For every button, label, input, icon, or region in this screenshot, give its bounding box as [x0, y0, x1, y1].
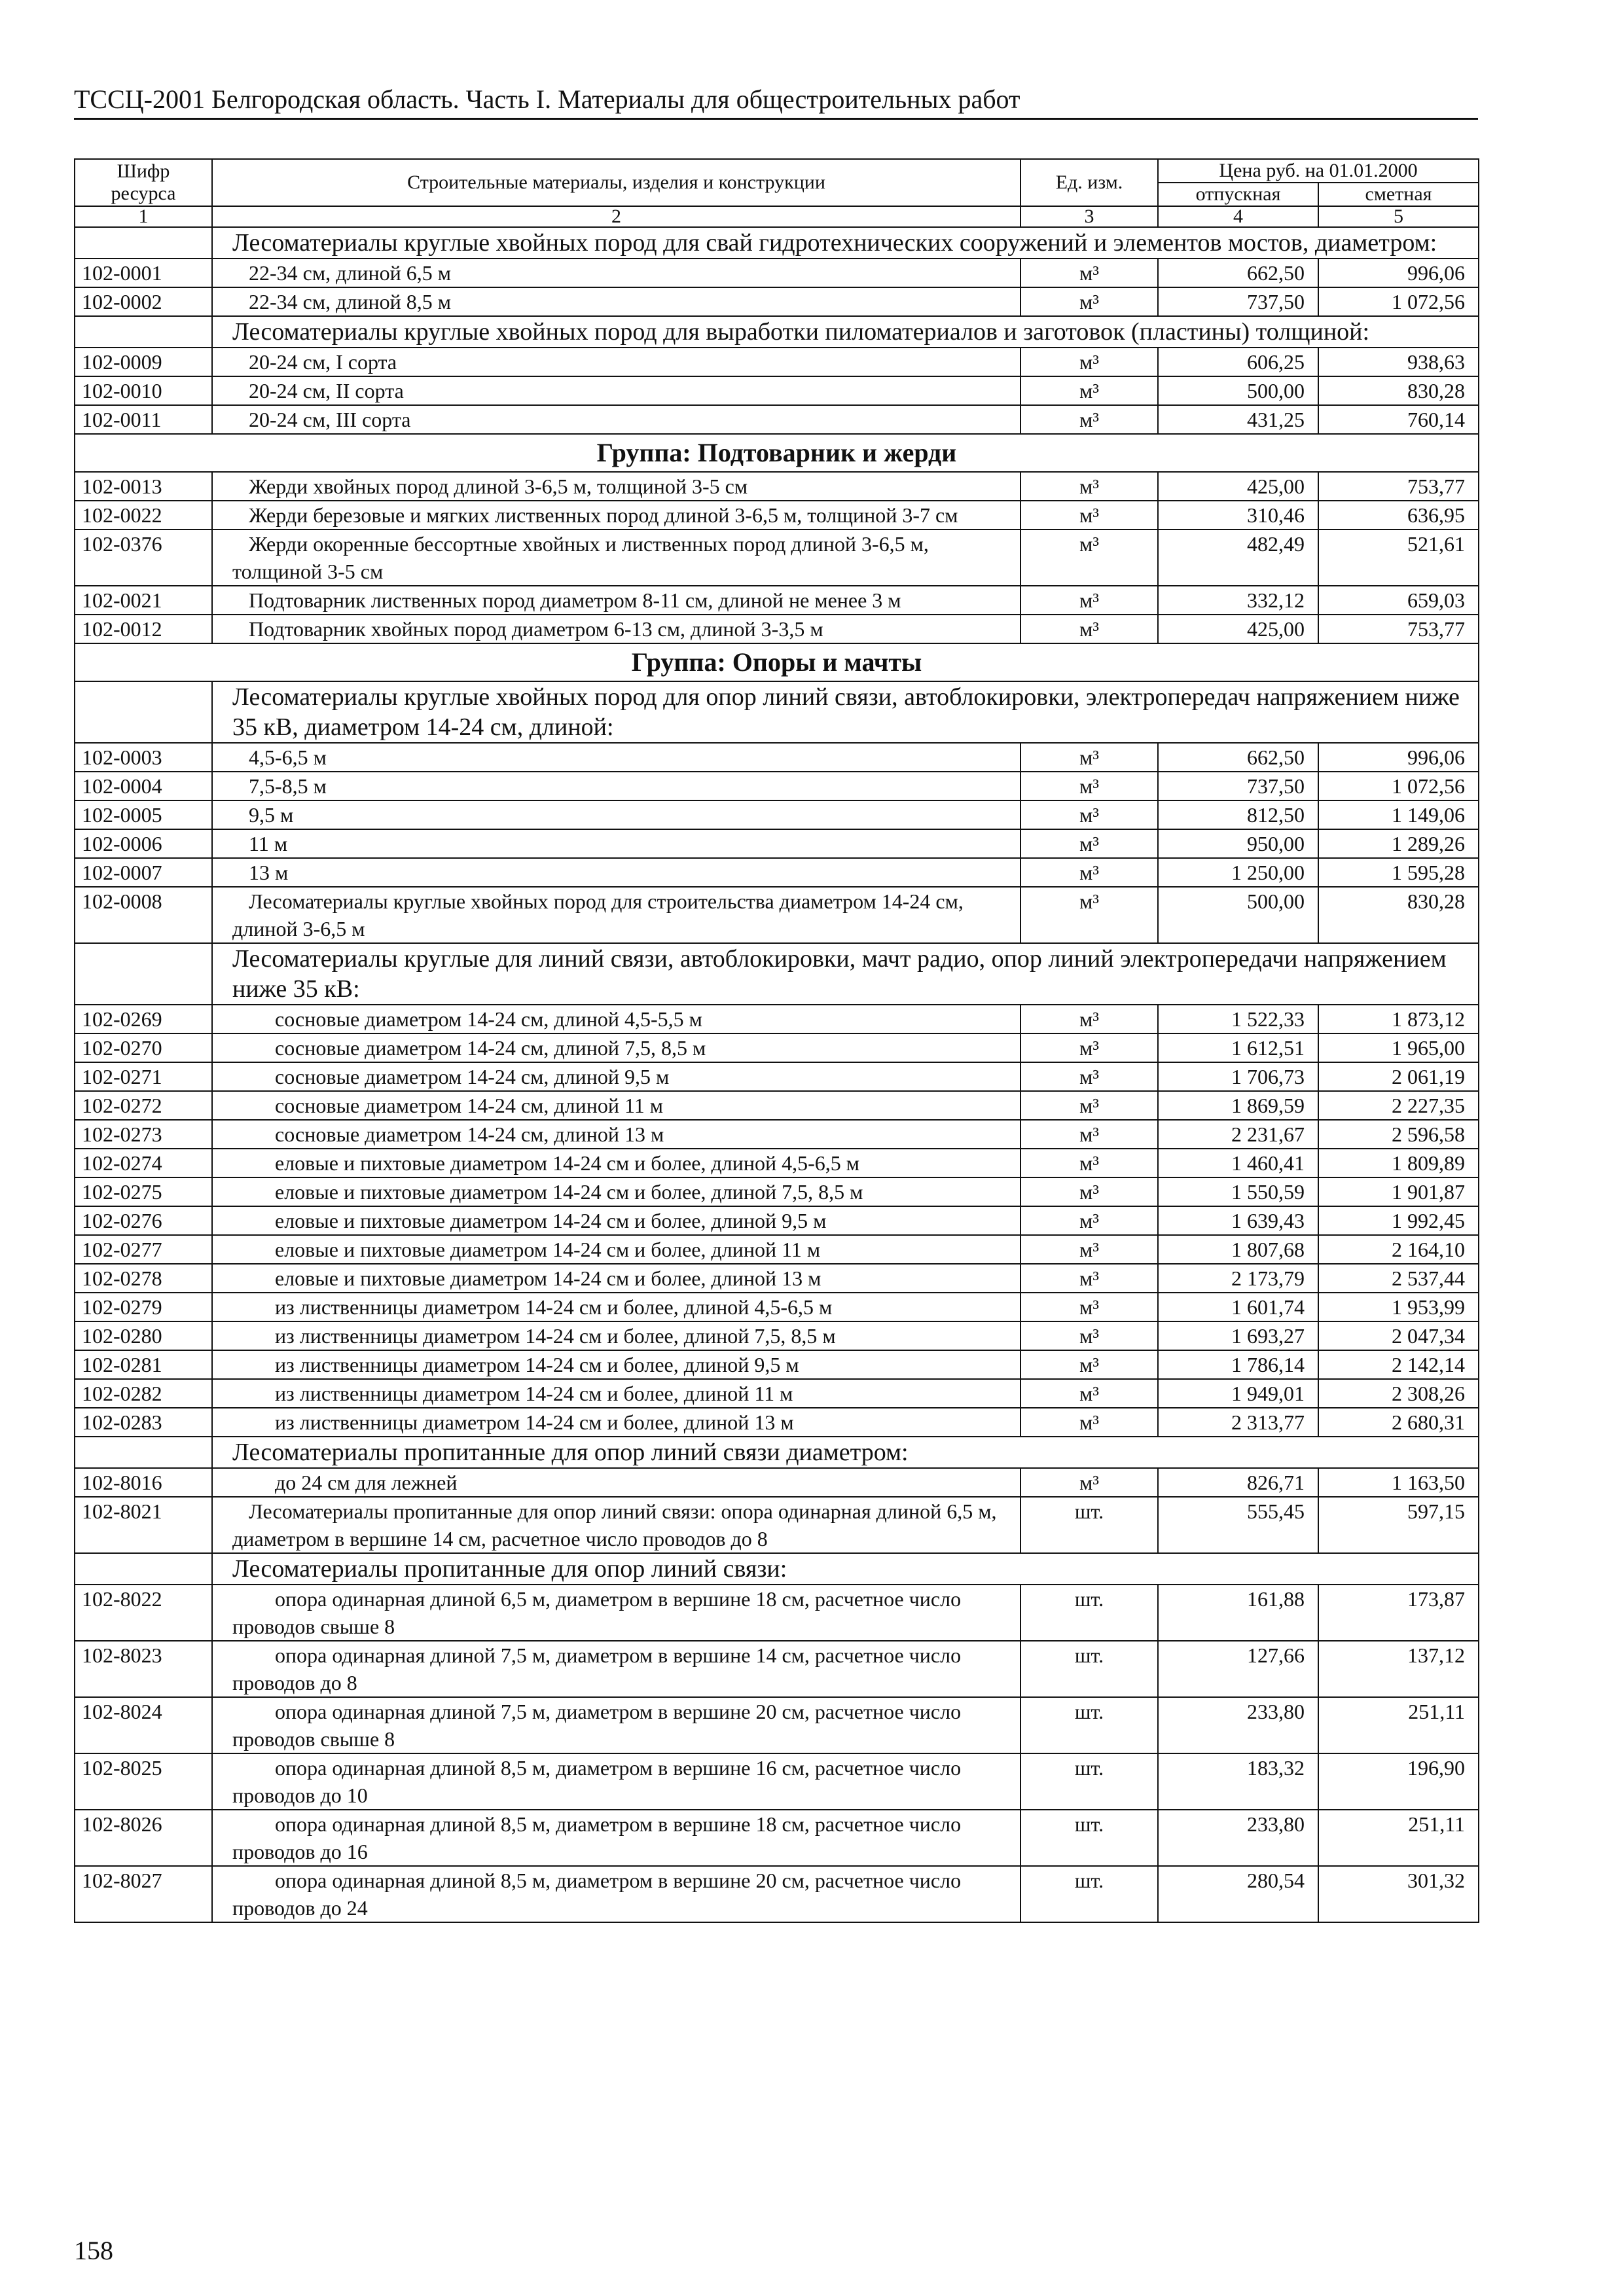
release-price: 482,49 [1158, 529, 1318, 586]
release-price: 1 693,27 [1158, 1321, 1318, 1350]
unit-of-measure: м³ [1020, 800, 1158, 829]
resource-code: 102-0272 [75, 1091, 212, 1120]
unit-of-measure: шт. [1020, 1753, 1158, 1810]
estimate-price: 1 965,00 [1318, 1033, 1479, 1062]
release-price: 332,12 [1158, 586, 1318, 615]
unit-of-measure: м³ [1020, 287, 1158, 316]
estimate-price: 2 142,14 [1318, 1350, 1479, 1379]
section-heading: Лесоматериалы круглые для линий связи, автоблокировки, мачт радио, опор линий электропередачи напряжением ниже 35 кВ: [212, 943, 1479, 1005]
table-row [75, 1033, 1479, 1062]
material-name: 13 м [212, 858, 1020, 887]
material-name: Жерди хвойных пород длиной 3-6,5 м, толщиной 3-5 см [212, 472, 1020, 501]
material-name: опора одинарная длиной 8,5 м, диаметром в вершине 18 см, расчетное число проводов до 16 [212, 1810, 1020, 1866]
unit-of-measure: м³ [1020, 772, 1158, 800]
estimate-price: 597,15 [1318, 1497, 1479, 1553]
table-row [75, 1149, 1479, 1177]
resource-code: 102-8024 [75, 1697, 212, 1753]
release-price: 1 612,51 [1158, 1033, 1318, 1062]
price-table [74, 158, 1479, 1923]
material-name: еловые и пихтовые диаметром 14-24 см и более, длиной 9,5 м [212, 1206, 1020, 1235]
unit-of-measure: м³ [1020, 1321, 1158, 1350]
release-price: 737,50 [1158, 287, 1318, 316]
table-row [75, 405, 1479, 434]
estimate-price: 251,11 [1318, 1697, 1479, 1753]
resource-code: 102-0276 [75, 1206, 212, 1235]
table-row [75, 800, 1479, 829]
estimate-price: 996,06 [1318, 259, 1479, 287]
estimate-price: 2 537,44 [1318, 1264, 1479, 1293]
table-row [75, 1379, 1479, 1408]
estimate-price: 196,90 [1318, 1753, 1479, 1810]
material-name: 22-34 см, длиной 8,5 м [212, 287, 1020, 316]
table-row [75, 586, 1479, 615]
unit-of-measure: м³ [1020, 1005, 1158, 1033]
estimate-price: 753,77 [1318, 615, 1479, 643]
table-row [75, 1177, 1479, 1206]
release-price: 1 706,73 [1158, 1062, 1318, 1091]
resource-code: 102-0006 [75, 829, 212, 858]
header-estimate: сметная [1318, 183, 1479, 206]
table-row [75, 287, 1479, 316]
estimate-price: 1 072,56 [1318, 287, 1479, 316]
estimate-price: 1 072,56 [1318, 772, 1479, 800]
section-row [75, 1553, 1479, 1585]
release-price: 2 173,79 [1158, 1264, 1318, 1293]
table-row [75, 1293, 1479, 1321]
release-price: 280,54 [1158, 1866, 1318, 1922]
unit-of-measure: м³ [1020, 858, 1158, 887]
resource-code: 102-0007 [75, 858, 212, 887]
section-code-cell [75, 227, 212, 259]
unit-of-measure: шт. [1020, 1585, 1158, 1641]
estimate-price: 2 061,19 [1318, 1062, 1479, 1091]
header-code: Шифр ресурса [75, 159, 212, 206]
section-code-cell [75, 943, 212, 1005]
resource-code: 102-0271 [75, 1062, 212, 1091]
estimate-price: 301,32 [1318, 1866, 1479, 1922]
resource-code: 102-8023 [75, 1641, 212, 1697]
table-row [75, 1408, 1479, 1437]
release-price: 1 949,01 [1158, 1379, 1318, 1408]
estimate-price: 251,11 [1318, 1810, 1479, 1866]
release-price: 1 869,59 [1158, 1091, 1318, 1120]
table-row [75, 743, 1479, 772]
section-row [75, 681, 1479, 743]
resource-code: 102-0280 [75, 1321, 212, 1350]
resource-code: 102-0281 [75, 1350, 212, 1379]
unit-of-measure: м³ [1020, 1149, 1158, 1177]
release-price: 1 807,68 [1158, 1235, 1318, 1264]
resource-code: 102-8021 [75, 1497, 212, 1553]
material-name: еловые и пихтовые диаметром 14-24 см и более, длиной 7,5, 8,5 м [212, 1177, 1020, 1206]
section-row [75, 943, 1479, 1005]
estimate-price: 2 596,58 [1318, 1120, 1479, 1149]
material-name: из лиственницы диаметром 14-24 см и более, длиной 11 м [212, 1379, 1020, 1408]
table-row [75, 1321, 1479, 1350]
release-price: 737,50 [1158, 772, 1318, 800]
group-row [75, 434, 1479, 472]
unit-of-measure: м³ [1020, 1350, 1158, 1379]
table-row [75, 529, 1479, 586]
release-price: 431,25 [1158, 405, 1318, 434]
material-name: опора одинарная длиной 6,5 м, диаметром в вершине 18 см, расчетное число проводов свыше 8 [212, 1585, 1020, 1641]
estimate-price: 521,61 [1318, 529, 1479, 586]
unit-of-measure: м³ [1020, 615, 1158, 643]
estimate-price: 830,28 [1318, 376, 1479, 405]
section-heading: Лесоматериалы круглые хвойных пород для опор линий связи, автоблокировки, электропередач напряжением ниже 35 кВ, диаметром 14-24 см, длиной: [212, 681, 1479, 743]
estimate-price: 1 149,06 [1318, 800, 1479, 829]
release-price: 500,00 [1158, 887, 1318, 943]
table-row [75, 1350, 1479, 1379]
unit-of-measure: м³ [1020, 1264, 1158, 1293]
section-row [75, 316, 1479, 348]
header-rule [74, 118, 1478, 120]
section-code-cell [75, 316, 212, 348]
column-number: 1 [75, 206, 212, 227]
material-name: опора одинарная длиной 7,5 м, диаметром в вершине 14 см, расчетное число проводов до 8 [212, 1641, 1020, 1697]
unit-of-measure: м³ [1020, 348, 1158, 376]
unit-of-measure: м³ [1020, 586, 1158, 615]
release-price: 1 601,74 [1158, 1293, 1318, 1321]
resource-code: 102-0279 [75, 1293, 212, 1321]
release-price: 2 231,67 [1158, 1120, 1318, 1149]
material-name: Лесоматериалы пропитанные для опор линий связи: опора одинарная длиной 6,5 м, диаметром в вершине 14 см, расчетное число проводов до 8 [212, 1497, 1020, 1553]
release-price: 425,00 [1158, 472, 1318, 501]
material-name: сосновые диаметром 14-24 см, длиной 13 м [212, 1120, 1020, 1149]
estimate-price: 1 901,87 [1318, 1177, 1479, 1206]
resource-code: 102-0001 [75, 259, 212, 287]
resource-code: 102-0275 [75, 1177, 212, 1206]
header-row [75, 159, 1479, 183]
page-number: 158 [74, 2236, 113, 2265]
resource-code: 102-0376 [75, 529, 212, 586]
table-row [75, 1641, 1479, 1697]
section-code-cell [75, 681, 212, 743]
table-row [75, 1697, 1479, 1753]
release-price: 233,80 [1158, 1697, 1318, 1753]
estimate-price: 173,87 [1318, 1585, 1479, 1641]
unit-of-measure: м³ [1020, 472, 1158, 501]
material-name: из лиственницы диаметром 14-24 см и более, длиной 9,5 м [212, 1350, 1020, 1379]
table-row [75, 501, 1479, 529]
resource-code: 102-8025 [75, 1753, 212, 1810]
header-price: Цена руб. на 01.01.2000 [1158, 159, 1479, 183]
table-row [75, 1235, 1479, 1264]
estimate-price: 1 809,89 [1318, 1149, 1479, 1177]
table-row [75, 1091, 1479, 1120]
table-row [75, 1468, 1479, 1497]
group-row [75, 643, 1479, 681]
estimate-price: 1 992,45 [1318, 1206, 1479, 1235]
unit-of-measure: м³ [1020, 1091, 1158, 1120]
estimate-price: 636,95 [1318, 501, 1479, 529]
resource-code: 102-0002 [75, 287, 212, 316]
release-price: 555,45 [1158, 1497, 1318, 1553]
column-number: 4 [1158, 206, 1318, 227]
resource-code: 102-0021 [75, 586, 212, 615]
release-price: 812,50 [1158, 800, 1318, 829]
table-body [75, 227, 1479, 1922]
release-price: 425,00 [1158, 615, 1318, 643]
section-code-cell [75, 1553, 212, 1585]
unit-of-measure: м³ [1020, 405, 1158, 434]
resource-code: 102-0012 [75, 615, 212, 643]
unit-of-measure: м³ [1020, 1120, 1158, 1149]
release-price: 1 522,33 [1158, 1005, 1318, 1033]
unit-of-measure: м³ [1020, 1408, 1158, 1437]
resource-code: 102-0010 [75, 376, 212, 405]
table-row [75, 772, 1479, 800]
table-row [75, 259, 1479, 287]
unit-of-measure: м³ [1020, 743, 1158, 772]
group-heading: Группа: Опоры и мачты [75, 643, 1479, 681]
unit-of-measure: м³ [1020, 1293, 1158, 1321]
unit-of-measure: шт. [1020, 1497, 1158, 1553]
unit-of-measure: м³ [1020, 1379, 1158, 1408]
table-row [75, 1866, 1479, 1922]
section-heading: Лесоматериалы круглые хвойных пород для выработки пиломатериалов и заготовок (пластины) толщиной: [212, 316, 1479, 348]
material-name: 22-34 см, длиной 6,5 м [212, 259, 1020, 287]
table-row [75, 1120, 1479, 1149]
table-row [75, 1753, 1479, 1810]
resource-code: 102-0273 [75, 1120, 212, 1149]
table-row [75, 858, 1479, 887]
unit-of-measure: шт. [1020, 1641, 1158, 1697]
material-name: из лиственницы диаметром 14-24 см и более, длиной 13 м [212, 1408, 1020, 1437]
resource-code: 102-0282 [75, 1379, 212, 1408]
group-heading: Группа: Подтоварник и жерди [75, 434, 1479, 472]
release-price: 1 460,41 [1158, 1149, 1318, 1177]
release-price: 2 313,77 [1158, 1408, 1318, 1437]
estimate-price: 753,77 [1318, 472, 1479, 501]
column-number: 5 [1318, 206, 1479, 227]
estimate-price: 2 308,26 [1318, 1379, 1479, 1408]
section-row [75, 227, 1479, 259]
material-name: сосновые диаметром 14-24 см, длиной 9,5 м [212, 1062, 1020, 1091]
resource-code: 102-0278 [75, 1264, 212, 1293]
table-row [75, 1810, 1479, 1866]
table-row [75, 615, 1479, 643]
release-price: 1 550,59 [1158, 1177, 1318, 1206]
release-price: 233,80 [1158, 1810, 1318, 1866]
material-name: 7,5-8,5 м [212, 772, 1020, 800]
header-release: отпускная [1158, 183, 1318, 206]
release-price: 662,50 [1158, 743, 1318, 772]
column-number: 3 [1020, 206, 1158, 227]
resource-code: 102-0270 [75, 1033, 212, 1062]
column-number-row [75, 206, 1479, 227]
section-heading: Лесоматериалы пропитанные для опор линий связи диаметром: [212, 1437, 1479, 1468]
estimate-price: 2 164,10 [1318, 1235, 1479, 1264]
release-price: 161,88 [1158, 1585, 1318, 1641]
unit-of-measure: м³ [1020, 376, 1158, 405]
estimate-price: 830,28 [1318, 887, 1479, 943]
material-name: из лиственницы диаметром 14-24 см и более, длиной 7,5, 8,5 м [212, 1321, 1020, 1350]
material-name: из лиственницы диаметром 14-24 см и более, длиной 4,5-6,5 м [212, 1293, 1020, 1321]
material-name: 11 м [212, 829, 1020, 858]
resource-code: 102-0005 [75, 800, 212, 829]
estimate-price: 938,63 [1318, 348, 1479, 376]
unit-of-measure: м³ [1020, 1177, 1158, 1206]
material-name: сосновые диаметром 14-24 см, длиной 7,5, 8,5 м [212, 1033, 1020, 1062]
unit-of-measure: м³ [1020, 1468, 1158, 1497]
table-row [75, 1062, 1479, 1091]
column-number: 2 [212, 206, 1020, 227]
material-name: 4,5-6,5 м [212, 743, 1020, 772]
release-price: 1 786,14 [1158, 1350, 1318, 1379]
resource-code: 102-8016 [75, 1468, 212, 1497]
table-row [75, 1206, 1479, 1235]
material-name: 20-24 см, II сорта [212, 376, 1020, 405]
table-row [75, 829, 1479, 858]
section-heading: Лесоматериалы круглые хвойных пород для свай гидротехнических сооружений и элементов мостов, диаметром: [212, 227, 1479, 259]
unit-of-measure: м³ [1020, 529, 1158, 586]
material-name: до 24 см для лежней [212, 1468, 1020, 1497]
release-price: 500,00 [1158, 376, 1318, 405]
page-title: ТССЦ-2001 Белгородская область. Часть I. Материалы для общестроительных работ [74, 84, 1020, 114]
material-name: 20-24 см, III сорта [212, 405, 1020, 434]
resource-code: 102-0283 [75, 1408, 212, 1437]
unit-of-measure: м³ [1020, 887, 1158, 943]
unit-of-measure: м³ [1020, 501, 1158, 529]
table-row [75, 887, 1479, 943]
resource-code: 102-0022 [75, 501, 212, 529]
estimate-price: 137,12 [1318, 1641, 1479, 1697]
material-name: сосновые диаметром 14-24 см, длиной 11 м [212, 1091, 1020, 1120]
resource-code: 102-0013 [75, 472, 212, 501]
release-price: 662,50 [1158, 259, 1318, 287]
resource-code: 102-8027 [75, 1866, 212, 1922]
estimate-price: 1 953,99 [1318, 1293, 1479, 1321]
estimate-price: 1 595,28 [1318, 858, 1479, 887]
material-name: еловые и пихтовые диаметром 14-24 см и более, длиной 11 м [212, 1235, 1020, 1264]
estimate-price: 1 163,50 [1318, 1468, 1479, 1497]
material-name: Подтоварник лиственных пород диаметром 8-11 см, длиной не менее 3 м [212, 586, 1020, 615]
material-name: еловые и пихтовые диаметром 14-24 см и более, длиной 13 м [212, 1264, 1020, 1293]
material-name: 20-24 см, I сорта [212, 348, 1020, 376]
resource-code: 102-0009 [75, 348, 212, 376]
release-price: 1 639,43 [1158, 1206, 1318, 1235]
material-name: Жерди окоренные бессортные хвойных и лиственных пород длиной 3-6,5 м, толщиной 3-5 см [212, 529, 1020, 586]
release-price: 310,46 [1158, 501, 1318, 529]
material-name: еловые и пихтовые диаметром 14-24 см и более, длиной 4,5-6,5 м [212, 1149, 1020, 1177]
unit-of-measure: м³ [1020, 1033, 1158, 1062]
release-price: 950,00 [1158, 829, 1318, 858]
material-name: опора одинарная длиной 8,5 м, диаметром в вершине 16 см, расчетное число проводов до 10 [212, 1753, 1020, 1810]
header-name: Строительные материалы, изделия и конструкции [212, 159, 1020, 206]
resource-code: 102-0003 [75, 743, 212, 772]
resource-code: 102-0274 [75, 1149, 212, 1177]
material-name: опора одинарная длиной 7,5 м, диаметром в вершине 20 см, расчетное число проводов свыше 8 [212, 1697, 1020, 1753]
section-heading: Лесоматериалы пропитанные для опор линий связи: [212, 1553, 1479, 1585]
estimate-price: 2 227,35 [1318, 1091, 1479, 1120]
unit-of-measure: м³ [1020, 1235, 1158, 1264]
material-name: Подтоварник хвойных пород диаметром 6-13 см, длиной 3-3,5 м [212, 615, 1020, 643]
resource-code: 102-8026 [75, 1810, 212, 1866]
resource-code: 102-0004 [75, 772, 212, 800]
release-price: 183,32 [1158, 1753, 1318, 1810]
table-row [75, 1585, 1479, 1641]
unit-of-measure: м³ [1020, 1062, 1158, 1091]
estimate-price: 1 873,12 [1318, 1005, 1479, 1033]
release-price: 606,25 [1158, 348, 1318, 376]
material-name: сосновые диаметром 14-24 см, длиной 4,5-5,5 м [212, 1005, 1020, 1033]
resource-code: 102-0269 [75, 1005, 212, 1033]
estimate-price: 996,06 [1318, 743, 1479, 772]
unit-of-measure: м³ [1020, 259, 1158, 287]
section-code-cell [75, 1437, 212, 1468]
estimate-price: 2 680,31 [1318, 1408, 1479, 1437]
unit-of-measure: шт. [1020, 1697, 1158, 1753]
estimate-price: 659,03 [1318, 586, 1479, 615]
unit-of-measure: шт. [1020, 1866, 1158, 1922]
resource-code: 102-0277 [75, 1235, 212, 1264]
release-price: 1 250,00 [1158, 858, 1318, 887]
unit-of-measure: м³ [1020, 829, 1158, 858]
release-price: 127,66 [1158, 1641, 1318, 1697]
table-row [75, 472, 1479, 501]
section-row [75, 1437, 1479, 1468]
material-name: Лесоматериалы круглые хвойных пород для строительства диаметром 14-24 см, длиной 3-6,5 м [212, 887, 1020, 943]
table-row [75, 1264, 1479, 1293]
estimate-price: 760,14 [1318, 405, 1479, 434]
unit-of-measure: м³ [1020, 1206, 1158, 1235]
resource-code: 102-0011 [75, 405, 212, 434]
table-row [75, 1005, 1479, 1033]
table-row [75, 348, 1479, 376]
resource-code: 102-0008 [75, 887, 212, 943]
material-name: опора одинарная длиной 8,5 м, диаметром в вершине 20 см, расчетное число проводов до 24 [212, 1866, 1020, 1922]
table-row [75, 1497, 1479, 1553]
unit-of-measure: шт. [1020, 1810, 1158, 1866]
material-name: 9,5 м [212, 800, 1020, 829]
resource-code: 102-8022 [75, 1585, 212, 1641]
release-price: 826,71 [1158, 1468, 1318, 1497]
estimate-price: 1 289,26 [1318, 829, 1479, 858]
header-unit: Ед. изм. [1020, 159, 1158, 206]
table-row [75, 376, 1479, 405]
estimate-price: 2 047,34 [1318, 1321, 1479, 1350]
material-name: Жерди березовые и мягких лиственных пород длиной 3-6,5 м, толщиной 3-7 см [212, 501, 1020, 529]
